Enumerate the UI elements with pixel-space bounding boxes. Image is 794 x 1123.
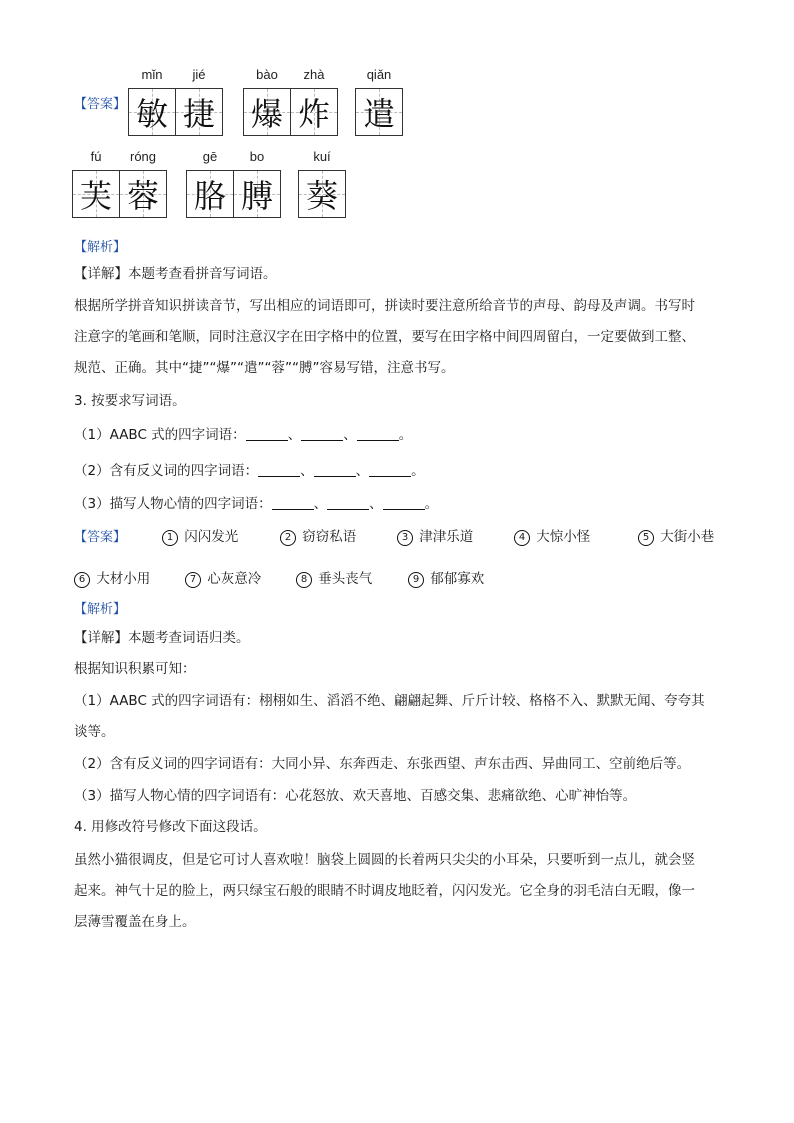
word-grid-qian	[355, 67, 403, 136]
pinyin: fú	[90, 149, 102, 164]
explain-line: （2）含有反义词的四字词语有：大同小异、东奔西走、东张西望、声东击西、异曲同工、空前绝后等。	[74, 756, 691, 772]
explain-line: （1）AABC 式的四字词语有：栩栩如生、滔滔不绝、翩翩起舞、斤斤计较、格格不入、默默无闻、夸夸其	[74, 693, 705, 709]
number-circle: 6	[74, 572, 90, 588]
number-circle: 7	[185, 572, 201, 588]
answer-blank	[258, 462, 300, 477]
char: 敏	[135, 95, 168, 133]
pinyin: jié	[192, 67, 206, 82]
char-box	[243, 67, 291, 136]
explain-line: 谈等。	[74, 724, 115, 740]
number-circle: 5	[638, 530, 654, 546]
char: 爆	[250, 95, 283, 133]
char-box	[72, 149, 120, 218]
sep: 、	[300, 463, 314, 479]
sep: 、	[369, 496, 383, 512]
answer-text: 大街小巷	[660, 529, 715, 545]
word-grid-furong	[72, 149, 167, 218]
pinyin: mǐn	[141, 67, 163, 82]
pinyin: kuí	[313, 149, 331, 164]
answer-blank	[327, 495, 369, 510]
answer-text: 窃窃私语	[302, 529, 357, 545]
answer-text: 心灰意冷	[207, 571, 262, 587]
answer-item	[74, 567, 150, 588]
answer-text: 大惊小怪	[536, 529, 591, 545]
passage-line: 起来。神气十足的脸上，两只绿宝石般的眼睛不时调皮地眨着，闪闪发光。它全身的羽毛洁白无暇，像一	[74, 883, 695, 899]
number-circle: 9	[408, 572, 424, 588]
answer-item	[408, 567, 484, 588]
char-box	[186, 149, 234, 218]
explain-line: 规范、正确。其中“捷”“爆”“遣”“蓉”“膊”容易写错，注意书写。	[74, 360, 455, 376]
answer-text: 津津乐道	[419, 529, 474, 545]
answer-item	[280, 525, 356, 546]
answer-item	[397, 525, 473, 546]
char-box	[175, 67, 223, 136]
char: 炸	[297, 95, 330, 133]
answer-item	[514, 525, 590, 546]
item-prefix: （3）描写人物心情的四字词语：	[74, 496, 272, 512]
number-circle: 1	[162, 530, 178, 546]
char-box	[233, 149, 281, 218]
answer-item	[185, 567, 261, 588]
sep: 、	[313, 496, 328, 512]
char: 胳	[193, 177, 226, 215]
word-grid-baozha	[243, 67, 338, 136]
answer-item	[638, 525, 714, 546]
word-grid-kui	[298, 149, 346, 218]
answer-blank	[272, 495, 314, 510]
number-circle: 3	[397, 530, 413, 546]
answer-blank	[314, 462, 356, 477]
answer-item	[296, 567, 372, 588]
char-box	[119, 149, 167, 218]
pinyin: bo	[249, 149, 265, 164]
end: 。	[411, 463, 425, 479]
passage-line: 层薄雪覆盖在身上。	[74, 914, 196, 930]
char-box	[128, 67, 176, 136]
answer-text: 垂头丧气	[318, 571, 373, 587]
answer-tag: 【答案】	[74, 530, 127, 545]
number-circle: 4	[514, 530, 530, 546]
explain-line: （3）描写人物心情的四字词语有：心花怒放、欢天喜地、百感交集、悲痛欲绝、心旷神怡等。	[74, 788, 637, 804]
end: 。	[398, 427, 413, 443]
item-prefix: （1）AABC 式的四字词语：	[74, 427, 246, 443]
detail-line: 【详解】本题考查看拼音写词语。	[74, 266, 277, 282]
char: 膊	[240, 177, 273, 215]
pinyin: róng	[129, 149, 157, 164]
question-item	[74, 425, 412, 445]
word-grid-gebo	[186, 149, 281, 218]
question-4-title: 4. 用修改符号修改下面这段话。	[74, 819, 267, 835]
pinyin: qiǎn	[366, 67, 392, 82]
answer-text: 郁郁寡欢	[430, 571, 485, 587]
char: 葵	[305, 177, 338, 215]
explain-line: 注意字的笔画和笔顺，同时注意汉字在田字格中的位置，要写在田字格中间四周留白，一定要做到工整、	[74, 329, 695, 345]
answer-tag: 【答案】	[74, 97, 127, 112]
char: 蓉	[126, 177, 159, 215]
answer-blank	[246, 426, 288, 441]
char-box	[298, 149, 346, 218]
analysis-tag: 【解析】	[74, 602, 127, 617]
number-circle: 8	[296, 572, 312, 588]
char: 芙	[79, 177, 112, 215]
item-prefix: （2）含有反义词的四字词语：	[74, 463, 259, 479]
char: 捷	[182, 95, 215, 133]
pinyin: zhà	[303, 67, 325, 82]
explain-line: 根据所学拼音知识拼读音节，写出相应的词语即可，拼读时要注意所给音节的声母、韵母及声调。书写时	[74, 298, 695, 314]
number-circle: 2	[280, 530, 296, 546]
detail-line: 【详解】本题考查词语归类。	[74, 630, 250, 646]
answer-blank	[383, 495, 425, 510]
char: 遣	[362, 95, 395, 133]
word-grid-minjie	[128, 67, 223, 136]
analysis-tag: 【解析】	[74, 240, 127, 255]
char-box	[355, 67, 403, 136]
question-item	[74, 461, 425, 481]
answer-item	[162, 525, 238, 546]
char-box	[290, 67, 338, 136]
sep: 、	[355, 463, 370, 479]
pinyin: bào	[256, 67, 278, 82]
answer-text: 闪闪发光	[184, 529, 239, 545]
passage-line: 虽然小猫很调皮，但是它可讨人喜欢啦！脑袋上圆圆的长着两只尖尖的小耳朵，只要听到一点儿，就会竖	[74, 852, 695, 868]
pinyin: gē	[202, 149, 218, 164]
sep: 、	[287, 427, 302, 443]
answer-blank	[301, 426, 343, 441]
explain-line: 根据知识积累可知：	[74, 661, 196, 677]
answer-blank	[369, 462, 411, 477]
answer-blank	[357, 426, 399, 441]
answer-text: 大材小用	[96, 571, 151, 587]
question-3-title: 3. 按要求写词语。	[74, 393, 186, 409]
question-item	[74, 494, 438, 514]
sep: 、	[343, 427, 357, 443]
end: 。	[424, 496, 439, 512]
